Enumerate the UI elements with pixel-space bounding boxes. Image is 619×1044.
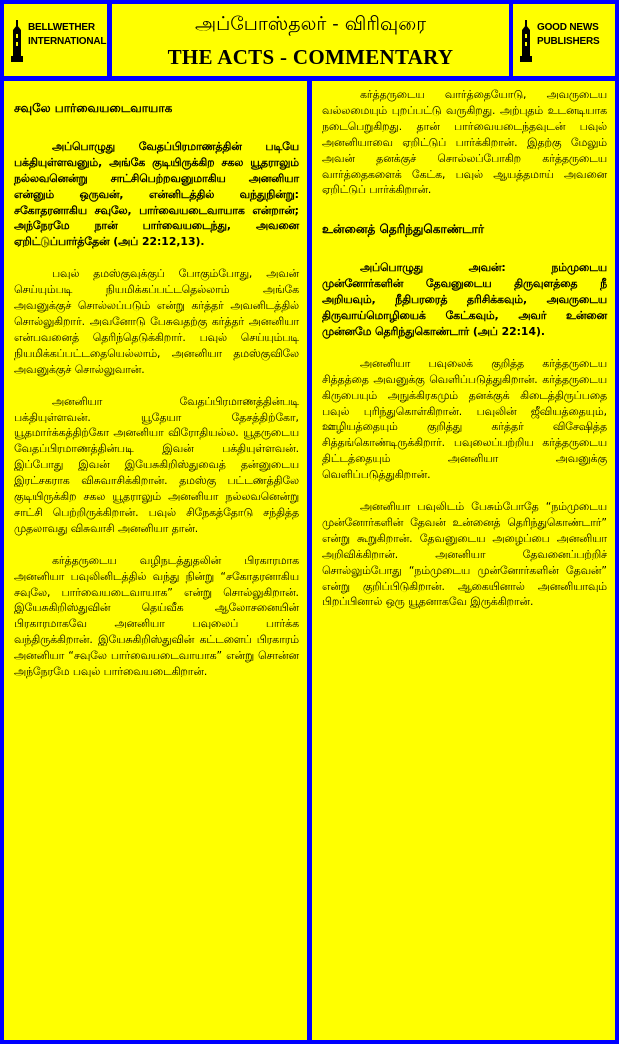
body-paragraph: பவுல் தமஸ்குவுக்குப் போகும்போது, அவன் செய்யும்படி நியமிக்கப்பட்டதெல்லாம் அங்கே அவனுக்குச் சொல்லப்படும் என்று கர்த்தர் அவனிடத்தில் சொல்லுகிறார். அவனோடு பேசுவதற்கு கர்த்தர் அனனியா என்பவனைத் தெரிந்தெடுக்கிறார். பவுல் செய்யும்படி நியமிக்கப்பட்டதையெல்லாம், அனனியா தமஸ்குவிலே அவனுக்குச் சொல்லுவான். bbox=[14, 267, 299, 376]
bellwether-logo-box bbox=[4, 4, 107, 76]
building-icon bbox=[519, 20, 533, 62]
section-heading: உன்னைத் தெரிந்துகொண்டார் bbox=[322, 222, 485, 237]
bellwether-logo bbox=[8, 16, 107, 66]
page-title-english: THE ACTS - COMMENTARY bbox=[167, 45, 454, 69]
section-heading: சவுலே பார்வையடைவாயாக bbox=[14, 101, 173, 115]
body-paragraph: அனனியா பவுலைக் குறித்த கர்த்தருடைய சித்தத்தை அவனுக்கு வெளிப்படுத்துகிறான். கர்த்தருடைய கிருபையும் அநுக்கிரகமும் தனக்குக் கிடைத்திருப்பதை பவுல் புரிந்துகொள்கிறான். பவுலின் ஜீவியத்தையும், ஊழியத்தையும் குறித்து கர்த்தர் விசேஷித்த சித்தங்கொண்டிருக்கிறார். பவுலைப்பற்றிய கர்த்தருடைய திட்டத்தையும் அனனியா அவனுக்கு வெளிப்படுத்துகிறான். bbox=[322, 356, 607, 482]
good-news-logo bbox=[517, 16, 612, 66]
good-news-logo-text: GOOD NEWS PUBLISHERS bbox=[537, 22, 600, 47]
page-title-tamil: அப்போஸ்தலர் - விரிவுரை bbox=[194, 13, 427, 35]
building-icon bbox=[10, 20, 24, 62]
body-paragraph: அனனியா பவுலிடம் பேசும்போதே “நம்முடைய முன்னோர்களின் தேவன் உன்னைத் தெரிந்துகொண்டார்” என்று கூறுகிறான். தேவனுடைய அழைப்பை அனனியா அறிவிக்கிறான். அனனியா தேவனைப்பற்றிச் சொல்லும்போது “நம்முடைய முன்னோர்களின் தேவன்” என்று குறிப்பிடுகிறான். ஆகையினால் அனனியாவும் பிறப்பினால் ஒரு யூதனாகவே இருக்கிறான். bbox=[322, 500, 607, 609]
right-column bbox=[312, 81, 615, 1040]
scripture-quote: அப்பொழுது அவன்: நம்முடைய முன்னோர்களின் தேவனுடைய திருவுளத்தை நீ அறியவும், நீதிபரரைத் தரிசிக்கவும், அவருடைய திருவாய்மொழியைக் கேட்கவும், அவர் உன்னை முன்னமே தெரிந்துகொண்டார் (அப் 22:14). bbox=[322, 261, 607, 338]
scripture-quote: அப்பொழுது வேதப்பிரமாணத்தின் படியே பக்தியுள்ளவனும், அங்கே குடியிருக்கிற சகல யூதராலும் நல்லவனென்று சாட்சிபெற்றவனுமாகிய அனனியா என்னும் ஒருவன், என்னிடத்தில் வந்துநின்று: சகோதரனாகிய சவுலே, பார்வையடைவாயாக என்றான்; அந்நேரமே நான் பார்வையடைந்து, அவனை ஏறிட்டுப்பார்த்தேன் (அப் 22:12,13). bbox=[14, 139, 299, 249]
good-news-logo-box bbox=[513, 4, 615, 76]
body-paragraph: அனனியா வேதப்பிரமாணத்தின்படி பக்தியுள்ளவன். யூதேயா தேசத்திற்கோ, யூதமார்க்கத்திற்கோ அனனியா விரோதியல்ல. யூதருடைய வேதப்பிரமாணத்தின்படி இவன் பக்தியுள்ளவன். இப்போது இவன் இயேசுகிறிஸ்துவைத் தன்னுடைய இரட்சகராக விசுவாசிக்கிறான். தமஸ்கு பட்டணத்திலே குடியிருக்கிற சகல யூதராலும் அனனியா நல்லவனென்று சாட்சி பெற்றிருக்கிறான். பவுல் சிநேகத்தோடு சந்தித்த முதலாவது விசுவாசி அனனியா தான். bbox=[14, 394, 299, 535]
left-column bbox=[4, 81, 307, 1040]
bellwether-logo-text: BELLWETHER INTERNATIONAL bbox=[28, 22, 107, 47]
body-paragraph: கர்த்தருடைய வழிநடத்துதலின் பிரகாரமாக அனனியா பவுலினிடத்தில் வந்து நின்று “சகோதரனாகிய சவுலே, பார்வையடைவாயாக” என்று சொல்லுகிறான். இயேசுகிறிஸ்துவின் தெய்வீக ஆலோசனையின் பிரகாரமாகவே அனனியா பவுலைப் பார்க்க வந்திருக்கிறான். இயேசுகிறிஸ்துவின் கட்டளைப் பிரகாரம் அனனியா “சவுலே பார்வையடைவாயாக” என்று சொன்ன அந்நேரமே பவுல் பார்வையடைகிறான். bbox=[14, 553, 299, 679]
body-paragraph: கர்த்தருடைய வார்த்தையோடு, அவருடைய வல்லமையும் புறப்பட்டு வருகிறது. அற்புதம் உடனடியாக நடைபெறுகிறது. தான் பார்வையடைந்தவுடன் பவுல் அனனியாவை ஏறிட்டுப் பார்க்கிறான். இதற்கு மேலும் அவன் தனக்குச் சொல்லப்போகிற கர்த்தருடைய வார்த்தைகளைக் கேட்க, பவுல் ஆயத்தமாய் அவனை ஏறிட்டுப் பார்க்கிறான். bbox=[322, 88, 607, 197]
title-box bbox=[112, 4, 509, 76]
